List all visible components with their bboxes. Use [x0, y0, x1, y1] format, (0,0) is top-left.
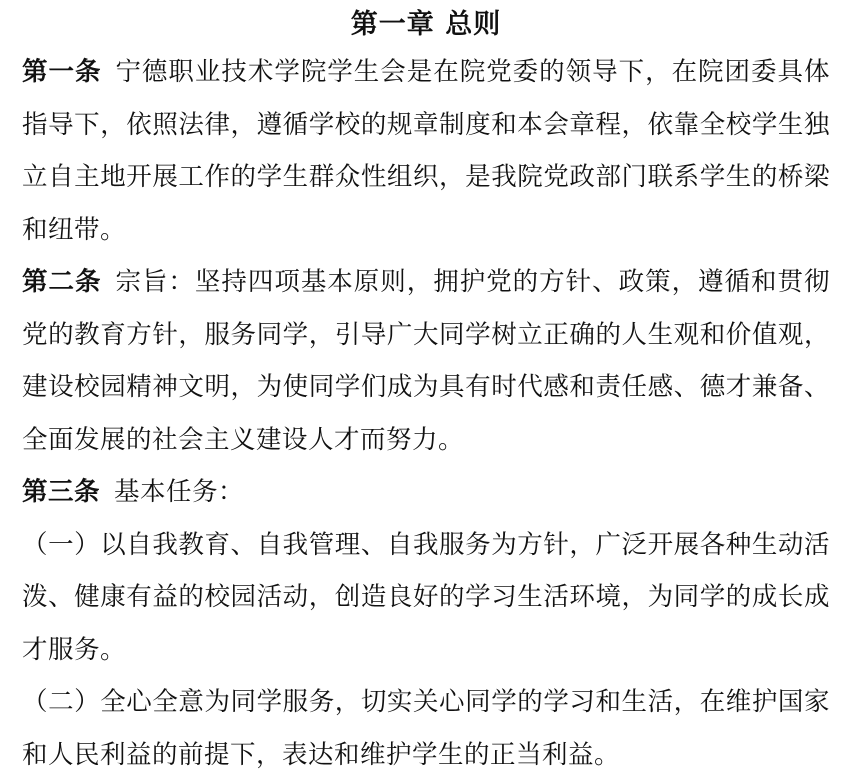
chapter-title: 第一章 总则 — [350, 9, 502, 40]
article-2 — [22, 256, 830, 466]
article-3-label: 第三条 — [22, 477, 101, 507]
article-1-label: 第一条 — [22, 57, 102, 87]
article-2-label: 第二条 — [22, 267, 102, 297]
article-2-text: 宗旨：坚持四项基本原则，拥护党的方针、政策，遵循和贯彻党的教育方针，服务同学，引导广大同学树立正确的人生观和价值观，建设校园精神文明，为使同学们成为具有时代感和责任感、德才兼备、全面发展的社会主义建设人才而努力。 — [22, 267, 830, 455]
article-3 — [22, 466, 830, 519]
article-1 — [22, 46, 830, 256]
article-1-text: 宁德职业技术学院学生会是在院党委的领导下，在院团委具体指导下，依照法律，遵循学校的规章制度和本会章程，依靠全校学生独立自主地开展工作的学生群众性组织，是我院党政部门联系学生的桥梁和纽带。 — [22, 57, 830, 245]
article-3-text: 基本任务： — [114, 477, 245, 507]
task-item-1: （一）以自我教育、自我管理、自我服务为方针，广泛开展各种生动活泼、健康有益的校园活动，创造良好的学习生活环境，为同学的成长成才服务。 — [22, 529, 830, 665]
task-item-2: （二）全心全意为同学服务，切实关心同学的学习和生活，在维护国家和人民利益的前提下，表达和维护学生的正当利益。 — [22, 687, 830, 770]
